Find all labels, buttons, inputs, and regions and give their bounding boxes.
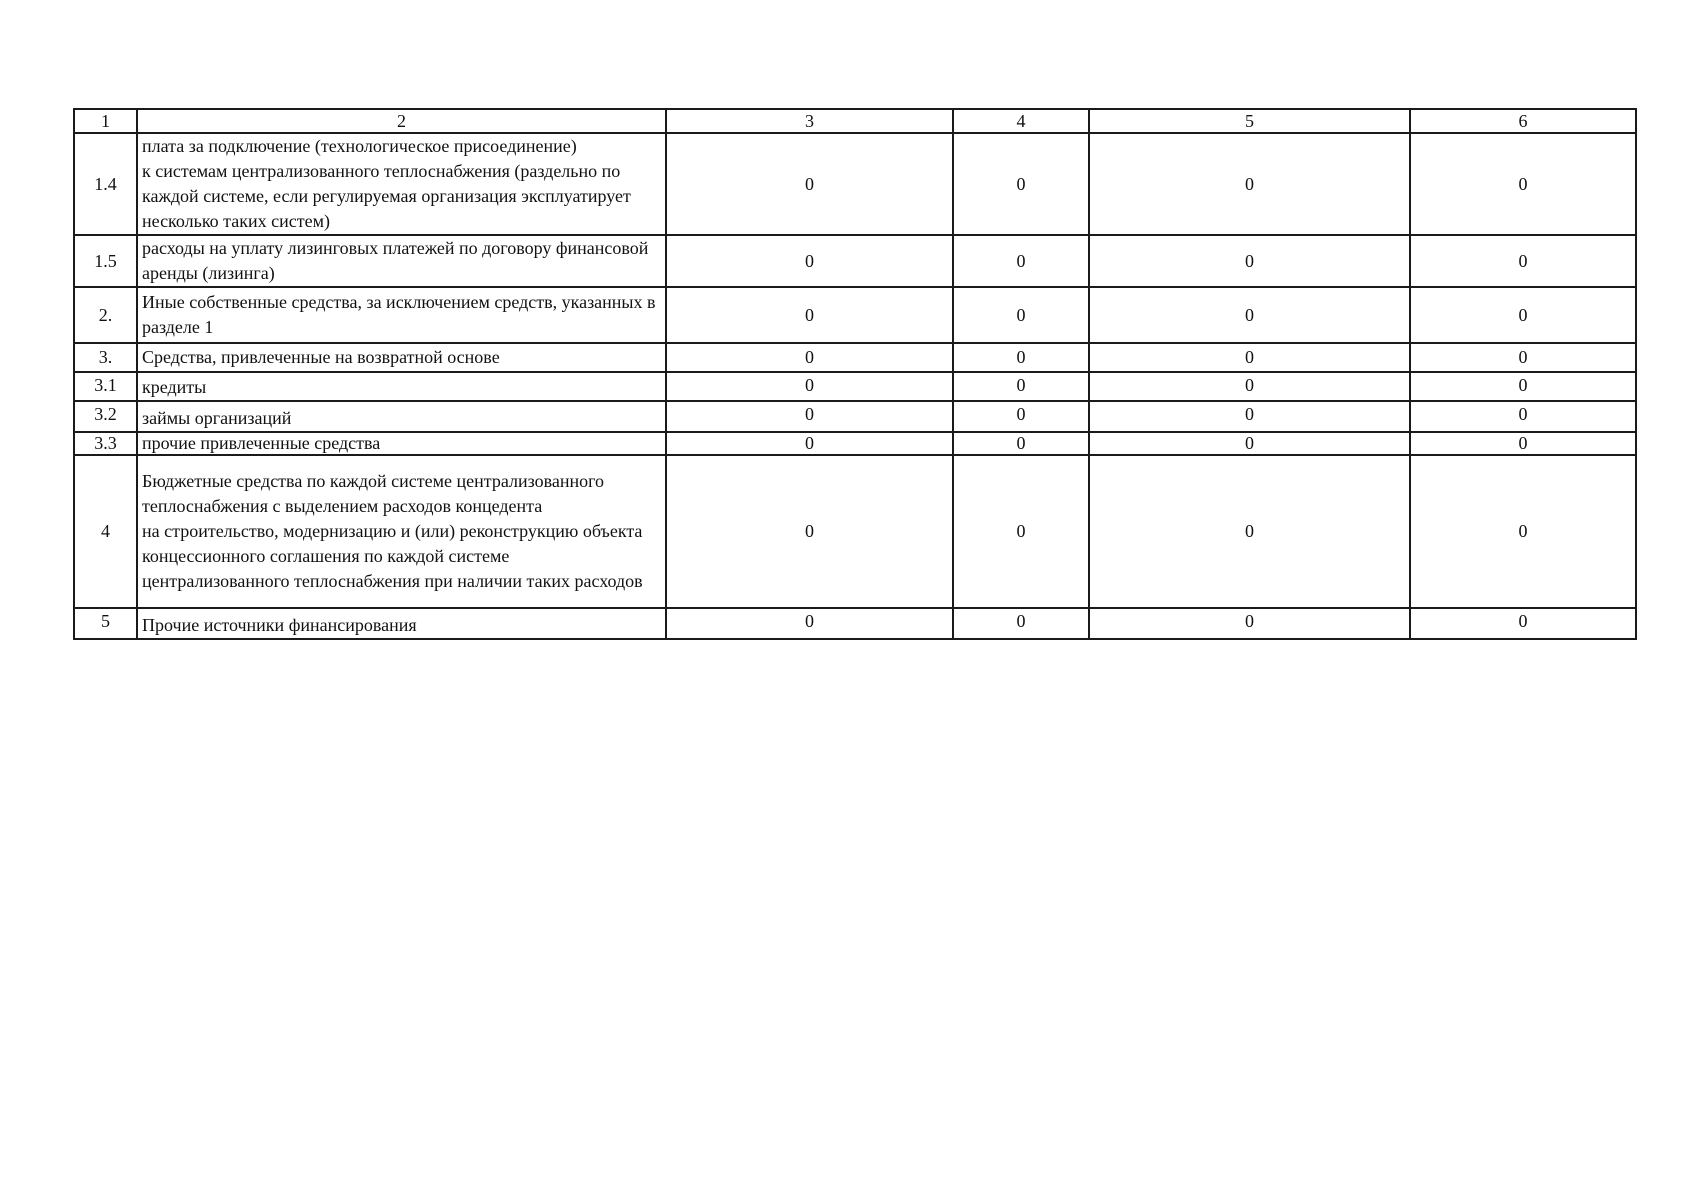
row-value: 0	[1089, 455, 1410, 608]
financing-sources-sheet	[73, 108, 1637, 640]
column-header: 6	[1410, 109, 1636, 133]
row-value: 0	[1089, 235, 1410, 287]
row-value: 0	[1089, 401, 1410, 432]
row-value: 0	[953, 372, 1089, 401]
column-header: 2	[137, 109, 666, 133]
row-value: 0	[1089, 343, 1410, 372]
table-row	[74, 455, 1636, 608]
row-value: 0	[666, 401, 953, 432]
table-row	[74, 235, 1636, 287]
row-value: 0	[953, 287, 1089, 343]
column-header: 5	[1089, 109, 1410, 133]
table-row	[74, 608, 1636, 639]
row-number: 3.	[74, 343, 137, 372]
row-value: 0	[666, 455, 953, 608]
row-description: займы организаций	[137, 401, 666, 432]
row-value: 0	[666, 235, 953, 287]
row-value: 0	[666, 287, 953, 343]
row-number: 1.5	[74, 235, 137, 287]
row-value: 0	[1089, 287, 1410, 343]
row-value: 0	[1089, 372, 1410, 401]
row-value: 0	[953, 133, 1089, 235]
row-description: Средства, привлеченные на возвратной основе	[137, 343, 666, 372]
row-description: Бюджетные средства по каждой системе централизованного теплоснабжения с выделением расходов концедента на строительство, модернизацию и (или) реконструкцию объекта концессионного соглашения по каждой системе централизованного теплоснабжения при наличии таких расходов	[137, 455, 666, 608]
row-number: 2.	[74, 287, 137, 343]
table-row	[74, 372, 1636, 401]
table-row	[74, 401, 1636, 432]
row-value: 0	[666, 608, 953, 639]
row-value: 0	[1410, 133, 1636, 235]
row-value: 0	[1089, 432, 1410, 455]
row-value: 0	[953, 608, 1089, 639]
row-value: 0	[1089, 133, 1410, 235]
column-header: 3	[666, 109, 953, 133]
table-row	[74, 287, 1636, 343]
financing-sources-table	[73, 108, 1637, 640]
row-number: 5	[74, 608, 137, 639]
row-number: 3.1	[74, 372, 137, 401]
row-number: 4	[74, 455, 137, 608]
row-value: 0	[1410, 455, 1636, 608]
row-value: 0	[1410, 343, 1636, 372]
row-number: 3.3	[74, 432, 137, 455]
row-value: 0	[1410, 235, 1636, 287]
row-description: Иные собственные средства, за исключением средств, указанных в разделе 1	[137, 287, 666, 343]
row-value: 0	[666, 432, 953, 455]
row-number: 1.4	[74, 133, 137, 235]
row-value: 0	[953, 343, 1089, 372]
row-value: 0	[666, 343, 953, 372]
row-number: 3.2	[74, 401, 137, 432]
row-value: 0	[666, 372, 953, 401]
row-description: прочие привлеченные средства	[137, 432, 666, 455]
row-value: 0	[953, 235, 1089, 287]
table-row	[74, 432, 1636, 455]
row-value: 0	[666, 133, 953, 235]
row-description: плата за подключение (технологическое присоединение) к системам централизованного теплоснабжения (раздельно по каждой системе, если регулируемая организация эксплуатирует несколько таких систем)	[137, 133, 666, 235]
table-row	[74, 133, 1636, 235]
row-value: 0	[1410, 287, 1636, 343]
row-value: 0	[953, 401, 1089, 432]
row-description: Прочие источники финансирования	[137, 608, 666, 639]
row-value: 0	[1410, 372, 1636, 401]
row-value: 0	[1410, 432, 1636, 455]
column-header: 4	[953, 109, 1089, 133]
row-value: 0	[953, 455, 1089, 608]
column-header: 1	[74, 109, 137, 133]
row-value: 0	[1410, 608, 1636, 639]
table-header-row	[74, 109, 1636, 133]
table-row	[74, 343, 1636, 372]
row-value: 0	[1410, 401, 1636, 432]
row-value: 0	[1089, 608, 1410, 639]
row-description: кредиты	[137, 372, 666, 401]
row-description: расходы на уплату лизинговых платежей по договору финансовой аренды (лизинга)	[137, 235, 666, 287]
row-value: 0	[953, 432, 1089, 455]
